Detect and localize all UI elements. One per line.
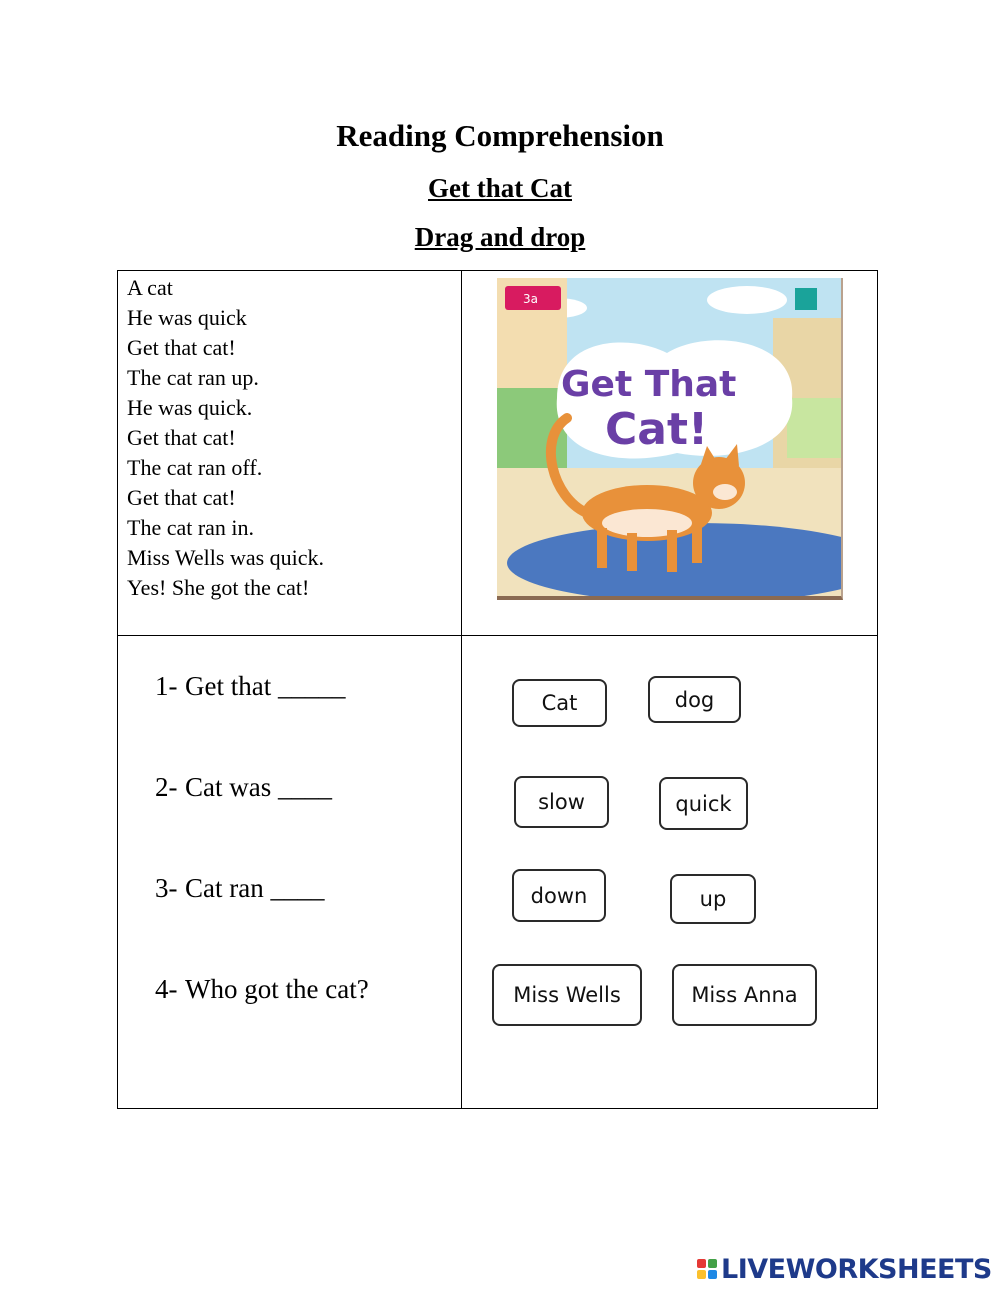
- story-line: He was quick: [127, 305, 247, 330]
- story-line: The cat ran off.: [127, 455, 263, 480]
- word-option-quick[interactable]: quick: [659, 777, 748, 830]
- question-2: [155, 772, 332, 803]
- column-divider: [461, 271, 462, 1108]
- question-number: 1-: [155, 671, 178, 701]
- word-option-down[interactable]: down: [512, 869, 606, 922]
- worksheet-table: [117, 270, 878, 1109]
- cover-title-line1: Get That: [561, 364, 737, 405]
- word-option-miss-anna[interactable]: Miss Anna: [672, 964, 817, 1026]
- cover-title-line2: Cat!: [605, 404, 709, 455]
- question-3: [155, 873, 324, 904]
- question-number: 3-: [155, 873, 178, 903]
- story-line: The cat ran in.: [127, 515, 255, 540]
- question-4: [155, 974, 369, 1005]
- story-line: Get that cat!: [127, 335, 236, 360]
- question-number: 2-: [155, 772, 178, 802]
- row-divider: [118, 635, 877, 636]
- story-line: The cat ran up.: [127, 365, 259, 390]
- cover-badge: 3a: [523, 292, 538, 306]
- logo-icon: [697, 1259, 717, 1279]
- question-text: Cat was ____: [185, 772, 332, 802]
- logo-square: [697, 1259, 706, 1268]
- story-line: He was quick.: [127, 395, 253, 420]
- logo-square: [697, 1270, 706, 1279]
- question-number: 4-: [155, 974, 178, 1004]
- word-option-slow[interactable]: slow: [514, 776, 609, 828]
- instruction-heading: Drag and drop: [414, 222, 586, 252]
- story-line: Get that cat!: [127, 485, 236, 510]
- story-title: Get that Cat: [428, 173, 572, 203]
- question-text: Who got the cat?: [185, 974, 369, 1004]
- word-option-cat[interactable]: Cat: [512, 679, 607, 727]
- word-option-miss-wells[interactable]: Miss Wells: [492, 964, 642, 1026]
- story-line: A cat: [127, 275, 173, 300]
- logo-square: [708, 1259, 717, 1268]
- story-line: Yes! She got the cat!: [127, 575, 310, 600]
- logo-text: LIVEWORKSHEETS: [721, 1253, 992, 1285]
- word-option-dog[interactable]: dog: [648, 676, 741, 723]
- story-text: [127, 273, 324, 603]
- question-text: Cat ran ____: [185, 873, 325, 903]
- story-line: Get that cat!: [127, 425, 236, 450]
- book-cover-image: [497, 278, 843, 600]
- liveworksheets-logo[interactable]: [697, 1254, 992, 1284]
- question-text: Get that _____: [185, 671, 346, 701]
- page-title: Reading Comprehension: [336, 118, 664, 153]
- logo-square: [708, 1270, 717, 1279]
- word-option-up[interactable]: up: [670, 874, 756, 924]
- question-1: [155, 671, 345, 702]
- story-line: Miss Wells was quick.: [127, 545, 325, 570]
